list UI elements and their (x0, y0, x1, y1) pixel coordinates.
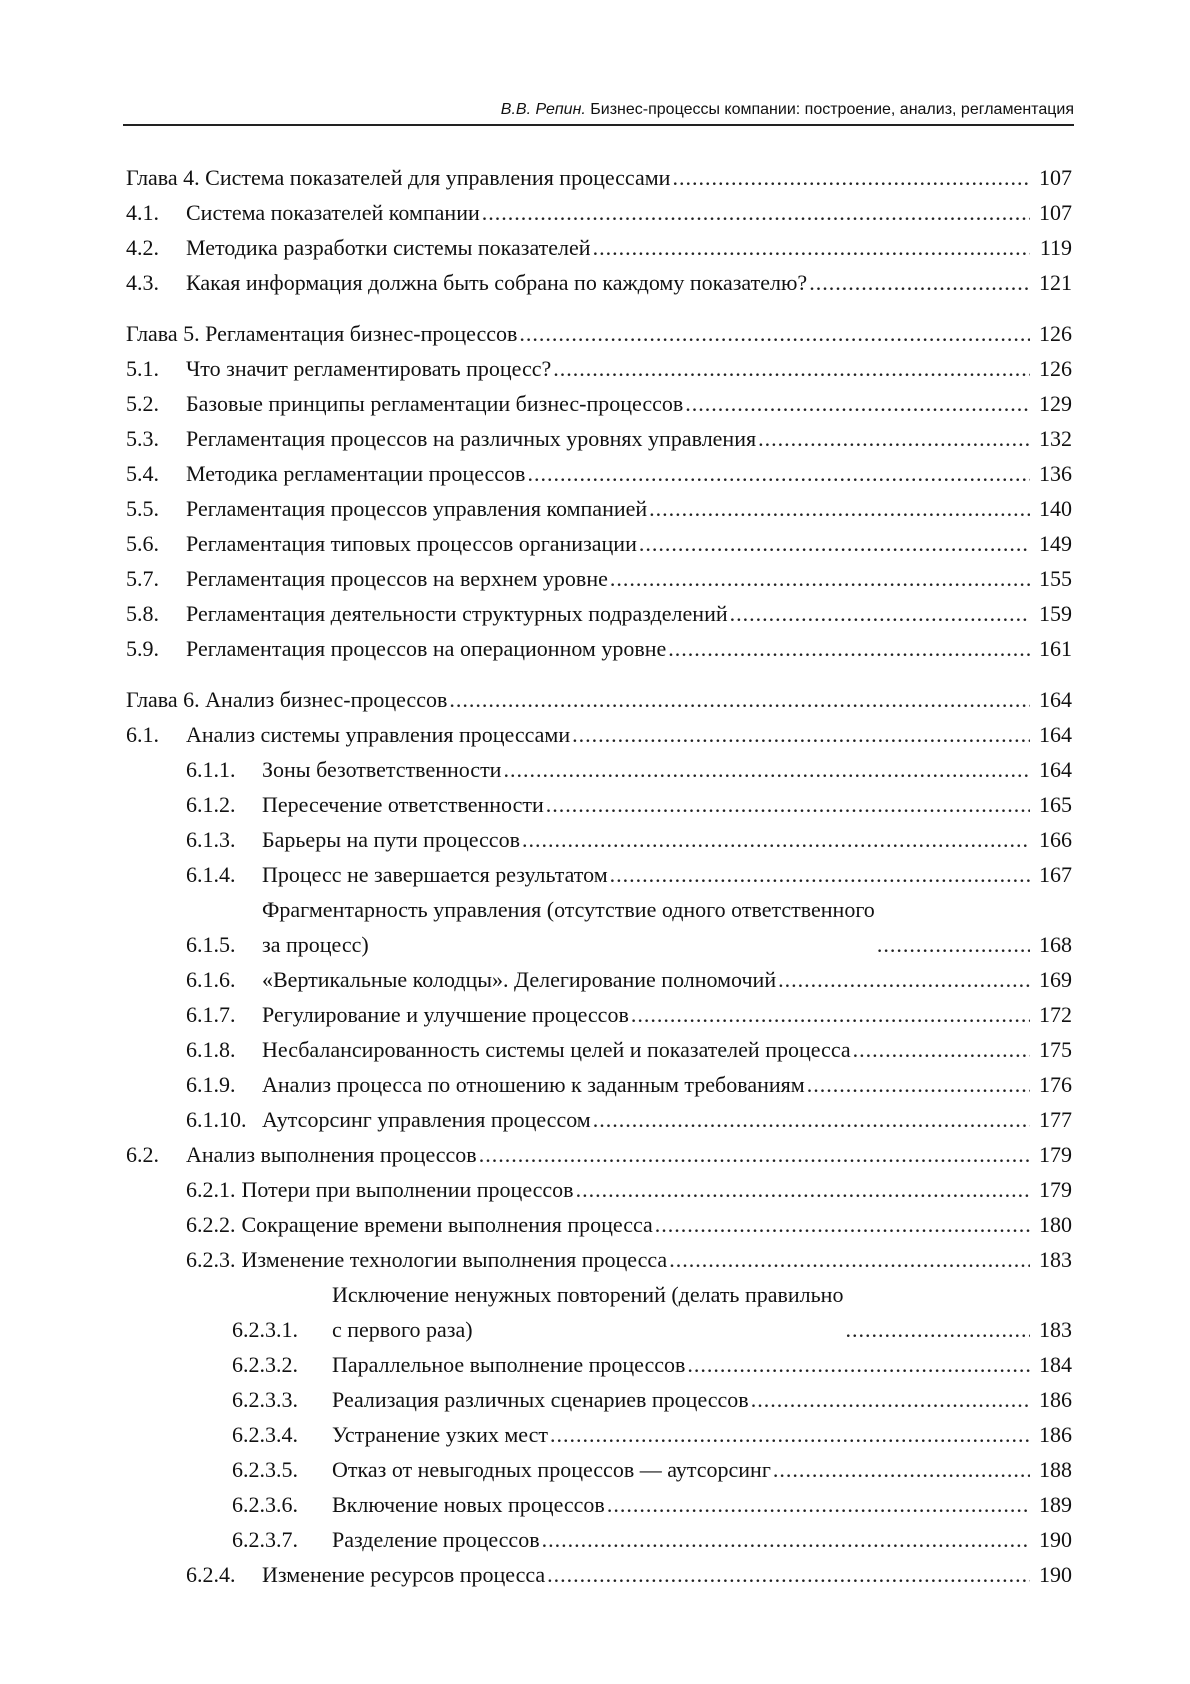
dot-leader (542, 1522, 1030, 1557)
toc-entry-page: 186 (1039, 1422, 1072, 1447)
toc-entry-title: Регулирование и улучшение процессов (262, 1002, 629, 1027)
toc-entry[interactable] (126, 386, 1072, 421)
toc-entry-page: 168 (1039, 932, 1072, 957)
dot-leader (639, 526, 1030, 561)
toc-entry-number: 6.2.3.3. (232, 1387, 298, 1412)
header-rule (123, 124, 1074, 126)
toc-entry-number: 5.5. (126, 496, 159, 521)
toc-entry[interactable] (126, 265, 1072, 300)
toc-entry-number: 5.8. (126, 601, 159, 626)
toc-entry-page: 190 (1039, 1527, 1072, 1552)
toc-entry-page: 190 (1039, 1562, 1072, 1587)
toc-entry-number: 6.2.3.2. (232, 1352, 298, 1377)
toc-entry-title: Глава 4. Система показателей для управления процессами (126, 165, 671, 190)
toc-entry-page: 164 (1039, 687, 1072, 712)
toc-entry[interactable] (126, 1102, 1072, 1137)
toc-entry-title: Система показателей компании (186, 200, 480, 225)
toc-entry[interactable] (126, 752, 1072, 787)
dot-leader (730, 596, 1030, 631)
toc-entry-title: Включение новых процессов (332, 1492, 605, 1517)
dot-leader (672, 160, 1030, 195)
dot-leader (845, 1312, 1030, 1347)
toc-entry-title-line1: Исключение ненужных повторений (делать правильно (332, 1282, 844, 1307)
toc-entry[interactable] (126, 230, 1072, 265)
toc-entry-page: 184 (1039, 1352, 1072, 1377)
toc-entry-page: 107 (1039, 165, 1072, 190)
dot-leader (807, 1067, 1030, 1102)
dot-leader (547, 1557, 1030, 1592)
dot-leader (546, 787, 1030, 822)
dot-leader (655, 1207, 1030, 1242)
toc-entry-number: 6.2.3.4. (232, 1422, 298, 1447)
toc-entry-title-line2: с первого раза) (332, 1317, 473, 1342)
toc-entry-number: 6.1.7. (186, 1002, 236, 1027)
toc-entry-title: Процесс не завершается результатом (262, 862, 608, 887)
toc-entry-number: 6.1.8. (186, 1037, 236, 1062)
toc-entry-number: 6.1.1. (186, 757, 236, 782)
toc-entry-title: Барьеры на пути процессов (262, 827, 520, 852)
toc-entry-title: Базовые принципы регламентации бизнес-процессов (186, 391, 684, 416)
toc-entry[interactable] (126, 1172, 1072, 1207)
toc-entry-title (332, 1277, 843, 1347)
toc-entry-number: 6.2.3.6. (232, 1492, 298, 1517)
toc-entry-number: 5.2. (126, 391, 159, 416)
toc-entry-page: 179 (1039, 1177, 1072, 1202)
toc-entry-title: Аутсорсинг управления процессом (262, 1107, 591, 1132)
toc-entry-number: 6.1.2. (186, 792, 236, 817)
toc-entry-title: Разделение процессов (332, 1527, 540, 1552)
toc-entry[interactable] (126, 1207, 1072, 1242)
toc-entry-title: Анализ процесса по отношению к заданным требованиям (262, 1072, 805, 1097)
toc-entry-page: 132 (1039, 426, 1072, 451)
toc-entry-number: 6.2. (126, 1142, 159, 1167)
toc-entry-page: 121 (1039, 270, 1072, 295)
toc-chapter-entry[interactable] (126, 682, 1072, 717)
toc-entry[interactable] (126, 1067, 1072, 1102)
toc-entry-page: 129 (1039, 391, 1072, 416)
dot-leader (576, 1172, 1030, 1207)
toc-entry[interactable] (126, 857, 1072, 892)
toc-entry[interactable] (126, 1137, 1072, 1172)
toc-entry[interactable] (126, 1452, 1072, 1487)
toc-entry-title-line2: за процесс) (262, 932, 369, 957)
toc-entry-title: Сокращение времени выполнения процесса (241, 1212, 653, 1237)
toc-entry-title: Изменение технологии выполнения процесса (241, 1247, 668, 1272)
toc-entry-title: Анализ системы управления процессами (186, 722, 571, 747)
toc-entry-title: Регламентация процессов на операционном уровне (186, 636, 667, 661)
toc-entry[interactable] (126, 1382, 1072, 1417)
running-head (123, 100, 1074, 120)
toc-entry-number: 6.1.6. (186, 967, 236, 992)
toc-entry[interactable] (126, 526, 1072, 561)
dot-leader (778, 962, 1030, 997)
dot-leader (631, 997, 1030, 1032)
toc-entry[interactable] (126, 1242, 1072, 1277)
toc-entry-page: 189 (1039, 1492, 1072, 1517)
toc-entry-number: 5.7. (126, 566, 159, 591)
toc-entry-number: 6.2.3.1. (232, 1317, 298, 1342)
toc-entry[interactable] (126, 787, 1072, 822)
toc-entry-page: 140 (1039, 496, 1072, 521)
toc-entry-number: 6.2.3. (186, 1247, 236, 1272)
toc-entry-title: Пересечение ответственности (262, 792, 544, 817)
toc-entry-title: Несбалансированность системы целей и показателей процесса (262, 1037, 851, 1062)
toc-entry-title: Регламентация процессов на верхнем уровне (186, 566, 608, 591)
toc-entry[interactable] (126, 1417, 1072, 1452)
toc-entry-page: 126 (1039, 356, 1072, 381)
toc-entry-title: Отказ от невыгодных процессов — аутсорсинг (332, 1457, 771, 1482)
dot-leader (482, 195, 1030, 230)
dot-leader (522, 822, 1030, 857)
toc-entry-page: 186 (1039, 1387, 1072, 1412)
toc-entry-page: 179 (1039, 1142, 1072, 1167)
toc-entry-number: 6.2.1. (186, 1177, 236, 1202)
toc-entry[interactable] (126, 596, 1072, 631)
dot-leader (853, 1032, 1030, 1067)
running-head-title: Бизнес-процессы компании: построение, анализ, регламентация (590, 101, 1074, 118)
dot-leader (519, 316, 1030, 351)
toc-entry-title: Устранение узких мест (332, 1422, 548, 1447)
toc-entry-number: 6.2.3.7. (232, 1527, 298, 1552)
toc-entry[interactable] (126, 195, 1072, 230)
toc-entry[interactable] (126, 561, 1072, 596)
toc-entry-title: Параллельное выполнение процессов (332, 1352, 686, 1377)
toc-entry[interactable] (126, 421, 1072, 456)
toc-entry-number: 5.1. (126, 356, 159, 381)
dot-leader (751, 1382, 1030, 1417)
toc-entry-number: 4.3. (126, 270, 159, 295)
running-head-author: В.В. Репин. (500, 101, 586, 118)
toc-entry[interactable] (126, 631, 1072, 666)
dot-leader (593, 230, 1030, 265)
toc-entry-number: 6.1. (126, 722, 159, 747)
toc-entry-title: Какая информация должна быть собрана по каждому показателю? (186, 270, 808, 295)
dot-leader (607, 1487, 1030, 1522)
toc-chapter-entry[interactable] (126, 316, 1072, 351)
dot-leader (479, 1137, 1030, 1172)
table-of-contents (126, 160, 1072, 1608)
toc-entry-title (262, 892, 875, 962)
dot-leader (773, 1452, 1030, 1487)
dot-leader (877, 927, 1030, 962)
toc-entry-page: 155 (1039, 566, 1072, 591)
toc-entry[interactable] (126, 997, 1072, 1032)
dot-leader (758, 421, 1030, 456)
toc-entry[interactable] (126, 962, 1072, 997)
toc-entry-page: 119 (1039, 235, 1072, 260)
toc-entry-title: «Вертикальные колодцы». Делегирование полномочий (262, 967, 777, 992)
toc-entry[interactable] (126, 1522, 1072, 1557)
toc-group (126, 160, 1072, 300)
toc-group (126, 682, 1072, 1592)
toc-entry[interactable] (126, 1032, 1072, 1067)
toc-entry-title: Регламентация типовых процессов организации (186, 531, 637, 556)
toc-entry-page: 136 (1039, 461, 1072, 486)
toc-entry[interactable] (126, 892, 1072, 962)
dot-leader (527, 456, 1030, 491)
toc-entry-title: Что значит регламентировать процесс? (186, 356, 552, 381)
dot-leader (610, 857, 1030, 892)
toc-entry-title: Регламентация процессов управления компанией (186, 496, 648, 521)
toc-entry-number: 5.9. (126, 636, 159, 661)
dot-leader (669, 1242, 1030, 1277)
toc-entry[interactable] (126, 456, 1072, 491)
toc-entry[interactable] (126, 1557, 1072, 1592)
toc-entry-page: 149 (1039, 531, 1072, 556)
toc-entry-page: 166 (1039, 827, 1072, 852)
toc-entry-number: 4.2. (126, 235, 159, 260)
toc-entry[interactable] (126, 1487, 1072, 1522)
dot-leader (668, 631, 1030, 666)
toc-entry-page: 126 (1039, 321, 1072, 346)
toc-entry-number: 6.1.5. (186, 932, 236, 957)
toc-group (126, 316, 1072, 666)
toc-entry-title: Методика регламентации процессов (186, 461, 526, 486)
toc-entry[interactable] (126, 1277, 1072, 1347)
toc-entry[interactable] (126, 1347, 1072, 1382)
toc-entry-number: 4.1. (126, 200, 159, 225)
toc-entry-title: Реализация различных сценариев процессов (332, 1387, 749, 1412)
toc-entry-page: 165 (1039, 792, 1072, 817)
toc-entry-number: 5.6. (126, 531, 159, 556)
toc-entry-number: 6.2.3.5. (232, 1457, 298, 1482)
dot-leader (449, 682, 1030, 717)
toc-entry-page: 188 (1039, 1457, 1072, 1482)
toc-entry-page: 164 (1039, 757, 1072, 782)
toc-chapter-entry[interactable] (126, 160, 1072, 195)
toc-entry-page: 180 (1039, 1212, 1072, 1237)
toc-entry-title: Глава 5. Регламентация бизнес-процессов (126, 321, 518, 346)
dot-leader (553, 351, 1030, 386)
dot-leader (610, 561, 1030, 596)
toc-entry[interactable] (126, 351, 1072, 386)
toc-entry-number: 6.1.10. (186, 1107, 247, 1132)
toc-entry-page: 183 (1039, 1247, 1072, 1272)
dot-leader (593, 1102, 1030, 1137)
toc-entry-title: Анализ выполнения процессов (186, 1142, 477, 1167)
toc-entry-page: 169 (1039, 967, 1072, 992)
toc-entry-page: 167 (1039, 862, 1072, 887)
toc-entry-number: 5.3. (126, 426, 159, 451)
toc-entry[interactable] (126, 717, 1072, 752)
toc-entry-number: 5.4. (126, 461, 159, 486)
toc-entry-title: Методика разработки системы показателей (186, 235, 591, 260)
toc-entry-number: 6.1.3. (186, 827, 236, 852)
toc-entry-page: 107 (1039, 200, 1072, 225)
toc-entry-number: 6.1.4. (186, 862, 236, 887)
toc-entry-number: 6.2.4. (186, 1562, 236, 1587)
dot-leader (687, 1347, 1030, 1382)
toc-entry-page: 172 (1039, 1002, 1072, 1027)
toc-entry-page: 161 (1039, 636, 1072, 661)
toc-entry-number: 6.2.2. (186, 1212, 236, 1237)
toc-entry-page: 175 (1039, 1037, 1072, 1062)
toc-entry-title: Глава 6. Анализ бизнес-процессов (126, 687, 448, 712)
toc-entry-page: 183 (1039, 1317, 1072, 1342)
dot-leader (685, 386, 1030, 421)
dot-leader (649, 491, 1030, 526)
toc-entry-title: Изменение ресурсов процесса (262, 1562, 546, 1587)
dot-leader (572, 717, 1030, 752)
toc-entry-number: 6.1.9. (186, 1072, 236, 1097)
toc-entry-title: Регламентация процессов на различных уровнях управления (186, 426, 757, 451)
toc-entry-page: 177 (1039, 1107, 1072, 1132)
toc-entry-title: Регламентация деятельности структурных подразделений (186, 601, 728, 626)
toc-entry-page: 176 (1039, 1072, 1072, 1097)
toc-entry[interactable] (126, 491, 1072, 526)
toc-entry[interactable] (126, 822, 1072, 857)
toc-entry-page: 159 (1039, 601, 1072, 626)
dot-leader (809, 265, 1030, 300)
dot-leader (503, 752, 1030, 787)
toc-entry-title-line1: Фрагментарность управления (отсутствие одного ответственного (262, 897, 875, 922)
toc-entry-page: 164 (1039, 722, 1072, 747)
toc-entry-title: Потери при выполнении процессов (241, 1177, 574, 1202)
toc-entry-title: Зоны безответственности (262, 757, 502, 782)
dot-leader (550, 1417, 1030, 1452)
